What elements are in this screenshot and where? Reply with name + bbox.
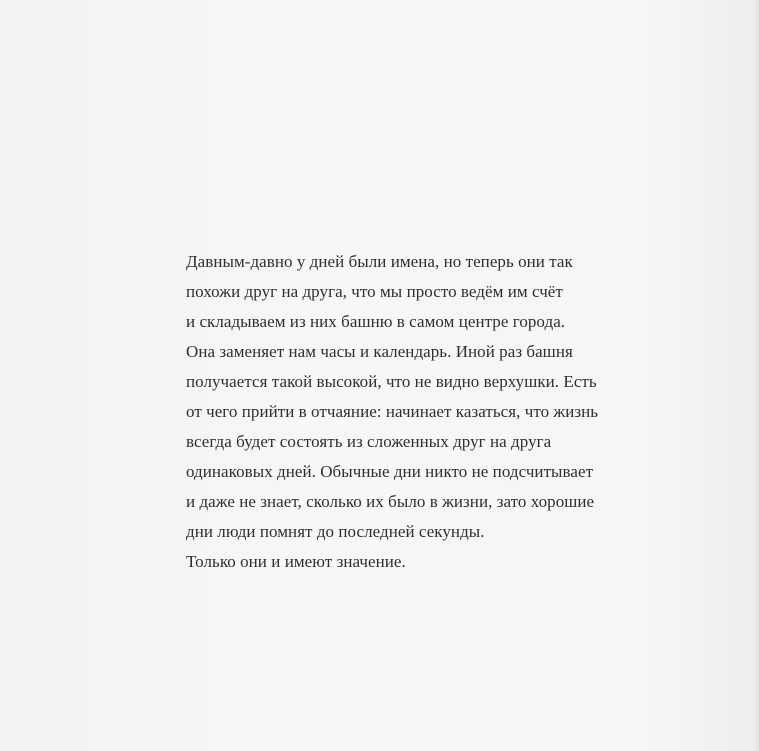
text-line: всегда будет состоять из сложенных друг на друга [186, 432, 552, 451]
text-line: одинаковых дней. Обычные дни никто не подсчитывает [186, 462, 594, 481]
text-line: дни люди помнят до последней секунды. [186, 522, 485, 541]
text-line: от чего прийти в отчаяние: начинает казаться, что жизнь [186, 402, 599, 421]
text-line: Давным-давно у дней были имена, но теперь они так [186, 252, 573, 271]
text-line: получается такой высокой, что не видно верхушки. Есть [186, 372, 597, 391]
text-line: похожи друг на друга, что мы просто ведём им счёт [186, 282, 563, 301]
text-line: и складываем из них башню в самом центре города. [186, 312, 566, 331]
text-line: Только они и имеют значение. [186, 552, 406, 571]
text-line: и даже не знает, сколько их было в жизни, зато хорошие [186, 492, 595, 511]
page-edge-shadow [753, 0, 759, 751]
text-paragraph [186, 247, 656, 577]
text-line: Она заменяет нам часы и календарь. Иной раз башня [186, 342, 573, 361]
